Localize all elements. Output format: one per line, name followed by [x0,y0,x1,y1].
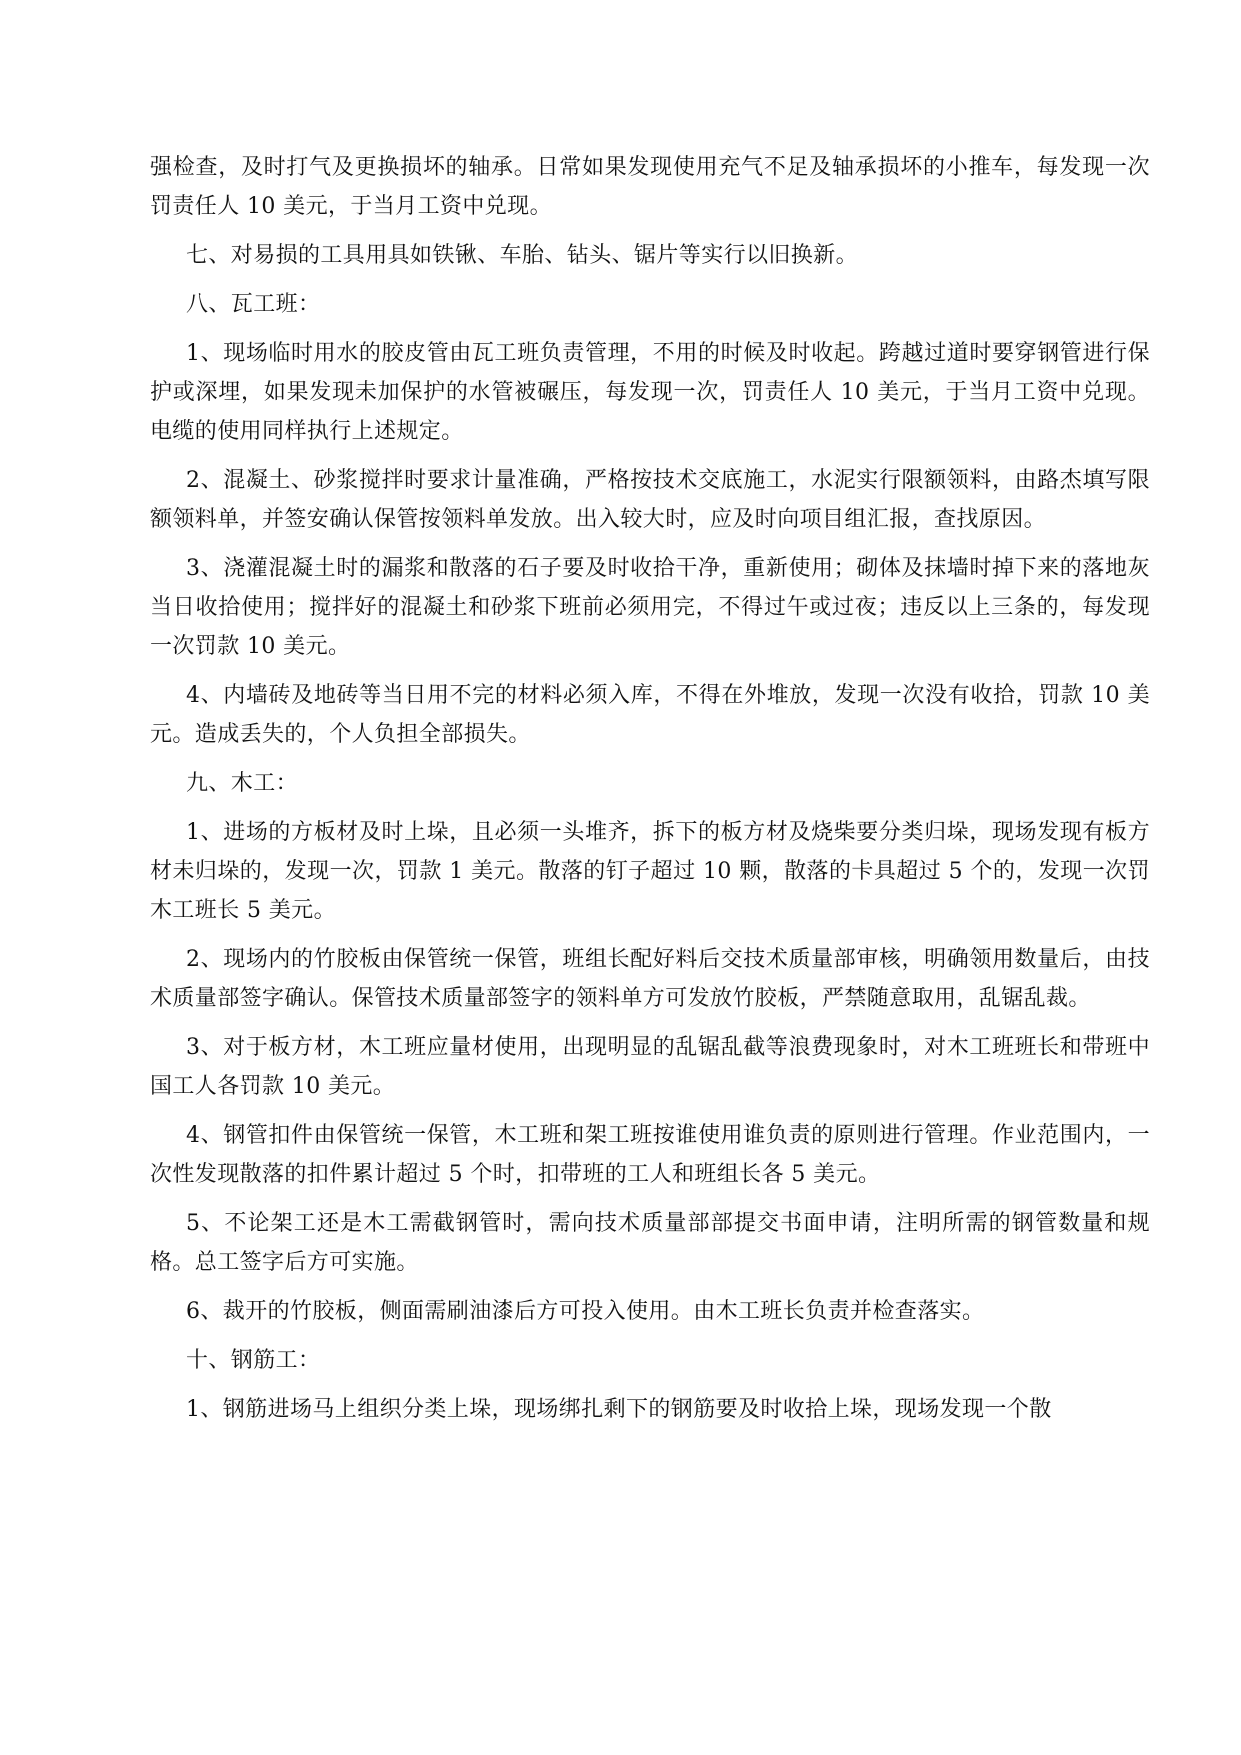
document-page [150,148,1150,1429]
section-heading-rebar: 十、钢筋工： [186,1348,321,1373]
paragraph-2: 七、对易损的工具用具如铁锹、车胎、钻头、锯片等实行以旧换新。 [186,243,859,268]
section-heading-carpentry: 九、木工： [186,771,299,796]
paragraph-masonry-2: 2、混凝土、砂浆搅拌时要求计量准确，严格按技术交底施工，水泥实行限额领料，由路杰填写限额领料单，并签安确认保管按领料单发放。出入较大时，应及时向项目组汇报，查找原因。 [150,468,1150,532]
paragraph-masonry-4: 4、内墙砖及地砖等当日用不完的材料必须入库，不得在外堆放，发现一次没有收拾，罚款 10 美元。造成丢失的，个人负担全部损失。 [150,683,1150,747]
paragraph-masonry-3: 3、浇灌混凝土时的漏浆和散落的石子要及时收拾干净，重新使用；砌体及抹墙时掉下来的落地灰当日收拾使用；搅拌好的混凝土和砂浆下班前必须用完，不得过午或过夜；违反以上三条的，每发现一次罚款 10 美元。 [150,556,1150,659]
paragraph-1: 强检查，及时打气及更换损坏的轴承。日常如果发现使用充气不足及轴承损坏的小推车，每发现一次罚责任人 10 美元，于当月工资中兑现。 [150,155,1150,219]
paragraph-carpentry-6: 6、裁开的竹胶板，侧面需刷油漆后方可投入使用。由木工班长负责并检查落实。 [186,1299,985,1324]
paragraph-carpentry-1: 1、进场的方板材及时上垛，且必须一头堆齐，拆下的板方材及烧柴要分类归垛，现场发现有板方材未归垛的，发现一次，罚款 1 美元。散落的钉子超过 10 颗，散落的卡具超过 5 个的，发现一次罚木工班长 5 美元。 [150,820,1150,923]
paragraph-carpentry-2: 2、现场内的竹胶板由保管统一保管，班组长配好料后交技术质量部审核，明确领用数量后，由技术质量部签字确认。保管技术质量部签字的领料单方可发放竹胶板，严禁随意取用，乱锯乱裁。 [150,947,1150,1011]
paragraph-masonry-1: 1、现场临时用水的胶皮管由瓦工班负责管理，不用的时候及时收起。跨越过道时要穿钢管进行保护或深埋，如果发现未加保护的水管被碾压，每发现一次，罚责任人 10 美元，于当月工资中兑现。电缆的使用同样执行上述规定。 [150,341,1150,444]
paragraph-rebar-1: 1、钢筋进场马上组织分类上垛，现场绑扎剩下的钢筋要及时收拾上垛，现场发现一个散 [186,1397,1052,1422]
paragraph-carpentry-3: 3、对于板方材，木工班应量材使用，出现明显的乱锯乱截等浪费现象时，对木工班班长和带班中国工人各罚款 10 美元。 [150,1035,1150,1099]
section-heading-masonry: 八、瓦工班： [186,292,321,317]
paragraph-carpentry-4: 4、钢管扣件由保管统一保管，木工班和架工班按谁使用谁负责的原则进行管理。作业范围内，一次性发现散落的扣件累计超过 5 个时，扣带班的工人和班组长各 5 美元。 [150,1123,1150,1187]
paragraph-carpentry-5: 5、不论架工还是木工需截钢管时，需向技术质量部部提交书面申请，注明所需的钢管数量和规格。总工签字后方可实施。 [150,1211,1150,1275]
